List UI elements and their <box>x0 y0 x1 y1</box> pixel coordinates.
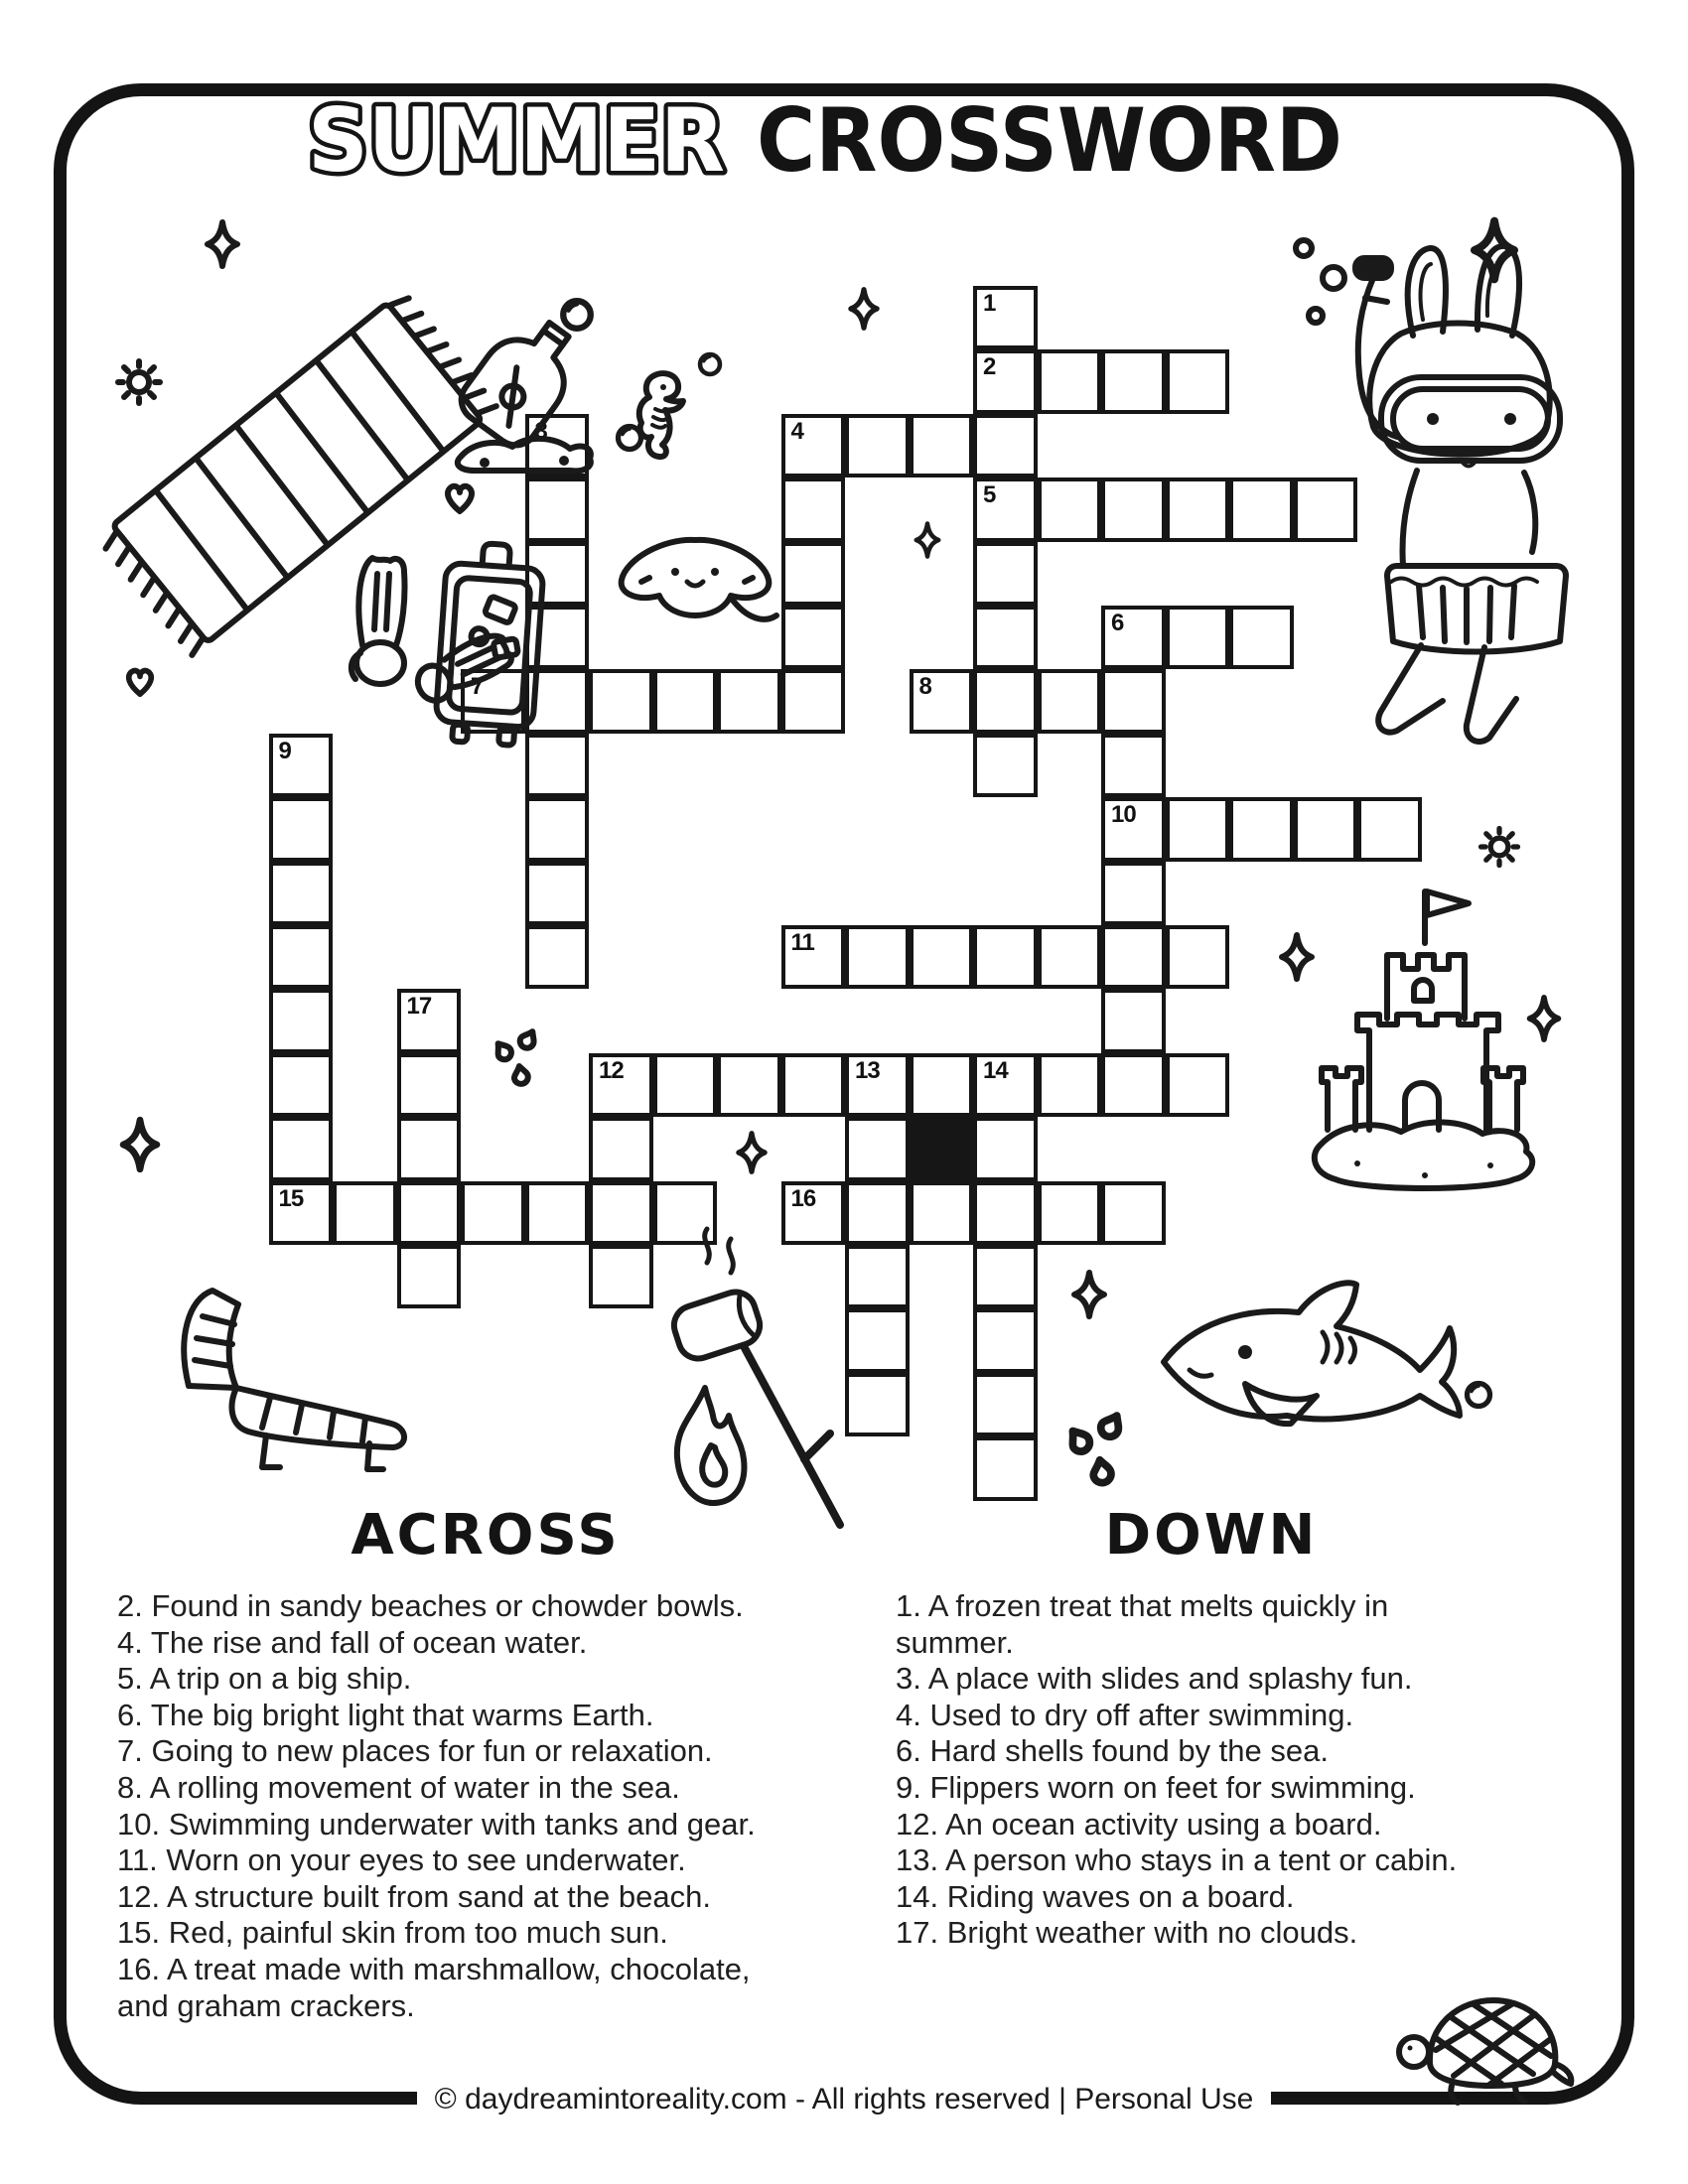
grid-cell-r12c1[interactable] <box>269 1053 334 1117</box>
grid-cell-r2c11[interactable] <box>910 414 974 478</box>
cell-number: 17 <box>406 993 432 1021</box>
grid-cell-r10c5[interactable] <box>525 925 590 989</box>
droplets-icon <box>492 1028 556 1092</box>
grid-cell-r8c18[interactable] <box>1357 797 1422 861</box>
grid-cell-r14c2[interactable] <box>333 1181 397 1245</box>
grid-cell-r4c9[interactable] <box>781 542 846 606</box>
grid-cell-r14c6[interactable] <box>589 1181 653 1245</box>
grid-cell-r9c1[interactable] <box>269 862 334 925</box>
cell-number: 2 <box>983 353 996 381</box>
grid-cell-r13c3[interactable] <box>397 1117 462 1180</box>
grid-cell-r6c11[interactable] <box>910 669 974 733</box>
page-title <box>298 89 1350 193</box>
grid-cell-r6c7[interactable] <box>653 669 718 733</box>
grid-cell-r6c14[interactable] <box>1101 669 1166 733</box>
heart-icon <box>443 482 477 514</box>
across-clue-line: 7. Going to new places for fun or relaxation. <box>117 1733 713 1769</box>
grid-cell-r12c14[interactable] <box>1101 1053 1166 1117</box>
across-clue-line: 16. A treat made with marshmallow, chocolate, <box>117 1951 751 1986</box>
grid-cell-r4c12[interactable] <box>973 542 1038 606</box>
grid-cell-r3c15[interactable] <box>1166 478 1230 541</box>
down-clue-line: 3. A place with slides and splashy fun. <box>896 1661 1413 1697</box>
grid-cell-r12c9[interactable] <box>781 1053 846 1117</box>
across-clue-line: 12. A structure built from sand at the beach. <box>117 1878 711 1914</box>
campfire-marshmallow-icon <box>647 1221 851 1557</box>
bubble-icon <box>1464 1380 1493 1410</box>
grid-cell-r12c11[interactable] <box>910 1053 974 1117</box>
across-clue-line: 8. A rolling movement of water in the sea. <box>117 1769 680 1805</box>
grid-cell-r1c15[interactable] <box>1166 349 1230 413</box>
grid-cell-r18c12[interactable] <box>973 1436 1038 1500</box>
cell-number: 14 <box>983 1056 1008 1084</box>
grid-cell-r16c10[interactable] <box>845 1308 910 1372</box>
grid-cell-r12c8[interactable] <box>717 1053 781 1117</box>
grid-cell-r12c12[interactable] <box>973 1053 1038 1117</box>
grid-cell-r10c1[interactable] <box>269 925 334 989</box>
grid-cell-r0c12[interactable] <box>973 286 1038 349</box>
cell-number: 5 <box>983 481 996 509</box>
grid-cell-r8c16[interactable] <box>1229 797 1294 861</box>
title-word-crossword: CROSSWORD <box>757 89 1342 192</box>
grid-cell-r5c12[interactable] <box>973 606 1038 669</box>
footer-credit: © daydreamintoreality.com - All rights reserved | Personal Use <box>434 2083 1254 2116</box>
down-clue-line: 9. Flippers worn on feet for swimming. <box>896 1769 1416 1805</box>
grid-cell-r12c3[interactable] <box>397 1053 462 1117</box>
grid-cell-r14c10[interactable] <box>845 1181 910 1245</box>
grid-cell-r13c1[interactable] <box>269 1117 334 1180</box>
cell-number: 9 <box>278 737 291 764</box>
down-clue-line: 12. An ocean activity using a board. <box>896 1806 1382 1842</box>
cell-number: 12 <box>599 1056 624 1084</box>
grid-cell-r15c6[interactable] <box>589 1245 653 1308</box>
lounge-chair-icon <box>155 1277 435 1477</box>
grid-cell-r14c11[interactable] <box>910 1181 974 1245</box>
grid-cell-r6c9[interactable] <box>781 669 846 733</box>
sandcastle-icon <box>1306 880 1539 1227</box>
grid-cell-r8c5[interactable] <box>525 797 590 861</box>
grid-cell-r6c13[interactable] <box>1038 669 1102 733</box>
grid-cell-r10c15[interactable] <box>1166 925 1230 989</box>
heart-icon <box>124 667 156 697</box>
grid-cell-r14c13[interactable] <box>1038 1181 1102 1245</box>
grid-cell-r14c1[interactable] <box>269 1181 334 1245</box>
cell-number: 7 <box>471 673 484 701</box>
down-clue-line: 17. Bright weather with no clouds. <box>896 1915 1358 1951</box>
grid-cell-r12c13[interactable] <box>1038 1053 1102 1117</box>
across-clue-line: 6. The big bright light that warms Earth. <box>117 1697 654 1732</box>
down-clue-line: 13. A person who stays in a tent or cabin. <box>896 1843 1458 1878</box>
grid-cell-r13c12[interactable] <box>973 1117 1038 1180</box>
down-header: DOWN <box>1104 1503 1319 1568</box>
grid-cell-r14c5[interactable] <box>525 1181 590 1245</box>
grid-cell-r6c6[interactable] <box>589 669 653 733</box>
grid-cell-r10c12[interactable] <box>973 925 1038 989</box>
seahorse-icon <box>618 365 695 469</box>
grid-cell-r12c6[interactable] <box>589 1053 653 1117</box>
grid-cell-r1c13[interactable] <box>1038 349 1102 413</box>
cell-number: 1 <box>983 290 996 317</box>
across-clue-line: 10. Swimming underwater with tanks and gear. <box>117 1806 756 1842</box>
across-clue-line: and graham crackers. <box>117 1987 415 2023</box>
droplets-icon <box>1058 1412 1153 1493</box>
grid-cell-r2c9[interactable] <box>781 414 846 478</box>
grid-cell-r9c5[interactable] <box>525 862 590 925</box>
grid-cell-r13c10[interactable] <box>845 1117 910 1180</box>
grid-cell-r17c10[interactable] <box>845 1373 910 1436</box>
snorkel-bunny-icon <box>1286 236 1589 757</box>
down-clue-line: 6. Hard shells found by the sea. <box>896 1733 1329 1769</box>
sparkle-icon <box>849 288 879 330</box>
grid-cell-r1c12[interactable] <box>973 349 1038 413</box>
title-word-summer: SUMMER <box>308 89 725 192</box>
grid-cell-r8c14[interactable] <box>1101 797 1166 861</box>
grid-cell-r12c15[interactable] <box>1166 1053 1230 1117</box>
grid-cell-r5c9[interactable] <box>781 606 846 669</box>
cell-number: 8 <box>918 673 931 701</box>
across-clue-line: 4. The rise and fall of ocean water. <box>117 1624 588 1660</box>
grid-cell-r8c15[interactable] <box>1166 797 1230 861</box>
down-clue-line: 14. Riding waves on a board. <box>896 1878 1295 1914</box>
grid-cell-r12c10[interactable] <box>845 1053 910 1117</box>
stingray-icon <box>608 522 781 651</box>
grid-cell-r8c1[interactable] <box>269 797 334 861</box>
cell-number: 10 <box>1111 801 1136 829</box>
grid-cell-r5c14[interactable] <box>1101 606 1166 669</box>
grid-cell-r6c8[interactable] <box>717 669 781 733</box>
grid-cell-r9c14[interactable] <box>1101 862 1166 925</box>
cell-number: 3 <box>534 417 547 445</box>
across-clue-line: 5. A trip on a big ship. <box>117 1661 412 1697</box>
grid-cell-r5c16[interactable] <box>1229 606 1294 669</box>
down-clue-line: 4. Used to dry off after swimming. <box>896 1697 1354 1732</box>
across-clue-list <box>117 1588 756 2024</box>
down-clue-list <box>896 1588 1457 1952</box>
across-clue-line: 2. Found in sandy beaches or chowder bowls. <box>117 1588 744 1623</box>
black-cell-r13c11 <box>910 1117 974 1180</box>
grid-cell-r16c12[interactable] <box>973 1308 1038 1372</box>
grid-cell-r8c17[interactable] <box>1294 797 1358 861</box>
across-clue-line: 15. Red, painful skin from too much sun. <box>117 1915 668 1951</box>
grid-cell-r3c5[interactable] <box>525 478 590 541</box>
grid-cell-r15c12[interactable] <box>973 1245 1038 1308</box>
grid-cell-r3c13[interactable] <box>1038 478 1102 541</box>
down-clue-line: summer. <box>896 1624 1014 1660</box>
sun-icon <box>1477 825 1521 869</box>
message-bottle-icon <box>445 310 599 480</box>
cell-number: 6 <box>1111 610 1124 636</box>
grid-cell-r11c1[interactable] <box>269 989 334 1052</box>
grid-cell-r14c14[interactable] <box>1101 1181 1166 1245</box>
sun-icon <box>114 357 164 407</box>
grid-cell-r15c10[interactable] <box>845 1245 910 1308</box>
grid-cell-r10c9[interactable] <box>781 925 846 989</box>
across-clue-line: 11. Worn on your eyes to see underwater. <box>117 1843 686 1878</box>
grid-cell-r3c9[interactable] <box>781 478 846 541</box>
cell-number: 16 <box>790 1184 816 1212</box>
grid-cell-r12c7[interactable] <box>653 1053 718 1117</box>
sparkle-icon <box>914 522 940 558</box>
grid-cell-r14c4[interactable] <box>461 1181 525 1245</box>
grid-cell-r3c14[interactable] <box>1101 478 1166 541</box>
sparkle-icon <box>206 220 239 268</box>
grid-cell-r7c12[interactable] <box>973 734 1038 797</box>
grid-cell-r2c12[interactable] <box>973 414 1038 478</box>
grid-cell-r5c15[interactable] <box>1166 606 1230 669</box>
bubble-icon <box>697 351 723 377</box>
sparkle-icon <box>737 1132 767 1173</box>
grid-cell-r10c11[interactable] <box>910 925 974 989</box>
shark-icon <box>1148 1267 1464 1447</box>
grid-cell-r3c16[interactable] <box>1229 478 1294 541</box>
sparkle-icon <box>1072 1271 1106 1318</box>
grid-cell-r2c10[interactable] <box>845 414 910 478</box>
grid-cell-r1c14[interactable] <box>1101 349 1166 413</box>
grid-cell-r6c12[interactable] <box>973 669 1038 733</box>
grid-cell-r14c12[interactable] <box>973 1181 1038 1245</box>
grid-cell-r10c10[interactable] <box>845 925 910 989</box>
grid-cell-r3c12[interactable] <box>973 478 1038 541</box>
cell-number: 15 <box>278 1184 304 1212</box>
cell-number: 11 <box>790 929 814 956</box>
down-clue-line: 1. A frozen treat that melts quickly in <box>896 1588 1389 1623</box>
cell-number: 4 <box>790 417 803 445</box>
across-header: ACROSS <box>351 1503 621 1568</box>
grid-cell-r13c6[interactable] <box>589 1117 653 1180</box>
grid-cell-r10c13[interactable] <box>1038 925 1102 989</box>
grid-cell-r10c14[interactable] <box>1101 925 1166 989</box>
suitcase-icon <box>429 536 553 756</box>
grid-cell-r7c1[interactable] <box>269 734 334 797</box>
grid-cell-r7c14[interactable] <box>1101 734 1166 797</box>
cell-number: 13 <box>855 1056 880 1084</box>
sparkle-icon <box>119 1118 161 1171</box>
grid-cell-r14c3[interactable] <box>397 1181 462 1245</box>
grid-cell-r11c14[interactable] <box>1101 989 1166 1052</box>
grid-cell-r17c12[interactable] <box>973 1373 1038 1436</box>
grid-cell-r11c3[interactable] <box>397 989 462 1052</box>
